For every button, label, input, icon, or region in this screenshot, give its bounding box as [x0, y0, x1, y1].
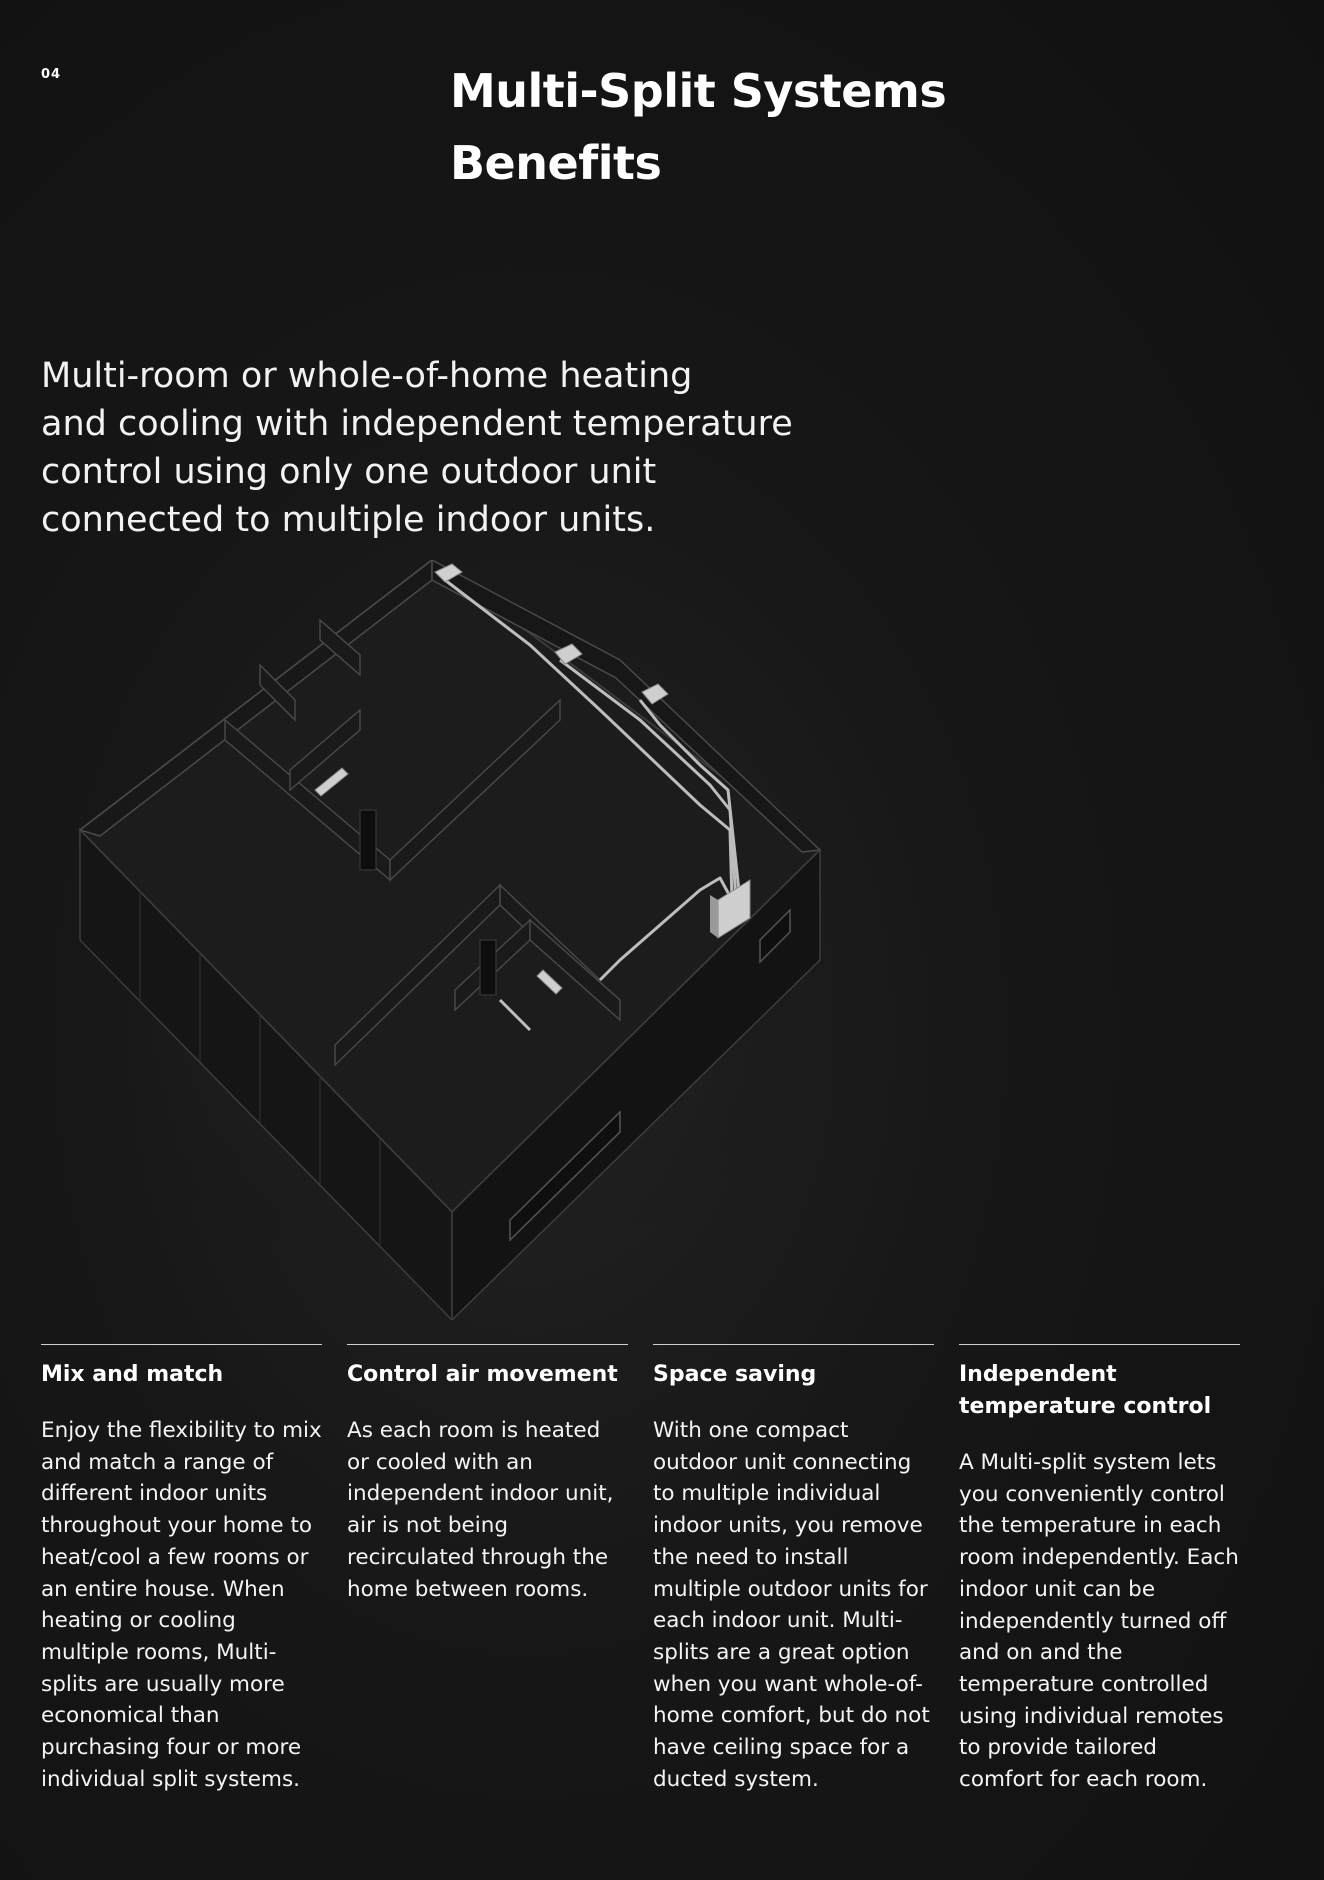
feature-title: Space saving: [653, 1362, 817, 1387]
feature-body: As each room is heated or cooled with an independent indoor unit, air is not being recirculated through the home between rooms.: [347, 1418, 614, 1602]
intro-line-3: control using only one outdoor unit: [41, 452, 657, 492]
page-title: [450, 55, 1050, 199]
feature-body: With one compact outdoor unit connecting to multiple individual indoor units, you remove the need to install multiple outdoor units for each indoor unit. Multi-splits are a great option when you want whole-of-home comfort, but do not have ceiling space for a ducted system.: [653, 1418, 930, 1792]
feature-title: Mix and match: [41, 1362, 224, 1387]
page-number: 04: [41, 67, 62, 82]
door-opening: [360, 810, 376, 870]
feature-independent-temperature-control: [959, 1344, 1240, 1796]
feature-control-air-movement: [347, 1344, 628, 1605]
feature-title: Independent temperature control: [959, 1362, 1212, 1419]
feature-title: Control air movement: [347, 1362, 618, 1387]
page-title-line-2: Benefits: [450, 136, 662, 190]
feature-body: A Multi-split system lets you conveniently control the temperature in each room independently. Each indoor unit can be independently turned off and on and the temperature controlled using individual remotes to provide tailored comfort for each room.: [959, 1450, 1239, 1793]
intro-line-4: connected to multiple indoor units.: [41, 500, 656, 540]
isometric-house-cutaway-illustration: [60, 560, 840, 1320]
intro-line-2: and cooling with independent temperature: [41, 404, 793, 444]
feature-mix-and-match: [41, 1344, 322, 1795]
house-illustration-svg: [60, 560, 840, 1320]
door-opening: [480, 940, 496, 995]
feature-body: Enjoy the flexibility to mix and match a range of different indoor units throughout your home to heat/cool a few rooms or an entire house. When heating or cooling multiple rooms, Multi-splits are usually more economical than purchasing four or more individual split systems.: [41, 1418, 322, 1792]
feature-space-saving: [653, 1344, 934, 1795]
features-section: [41, 1344, 1241, 1844]
intro-paragraph: [41, 352, 861, 544]
page-title-line-1: Multi-Split Systems: [450, 64, 947, 118]
intro-line-1: Multi-room or whole-of-home heating: [41, 356, 693, 396]
